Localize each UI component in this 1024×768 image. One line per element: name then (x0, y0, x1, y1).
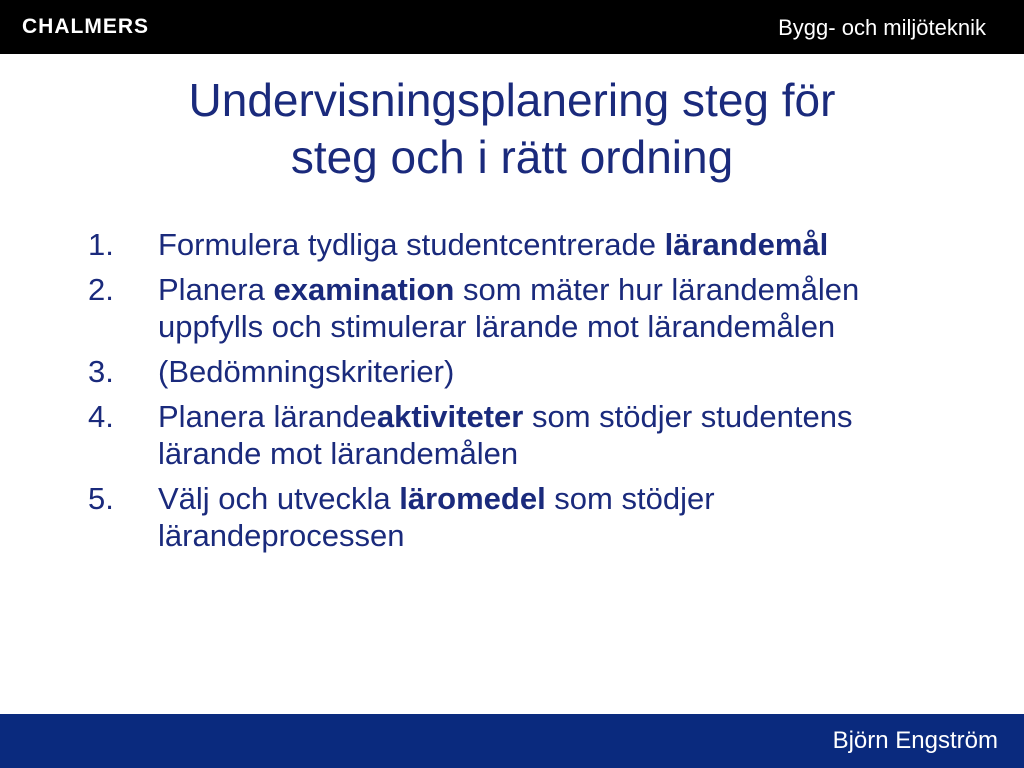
item-text-rest: som stödjer studentens lärande mot lärandemålen (158, 399, 853, 471)
item-text: Planera lärande (158, 399, 377, 434)
footer-bar (0, 714, 1024, 768)
item-text-rest: som mäter hur lärandemålen uppfylls och stimulerar lärande mot lärandemålen (158, 272, 860, 344)
steps-list (88, 226, 948, 562)
item-text: Välj och utveckla (158, 481, 400, 516)
header-bar (0, 0, 1024, 54)
item-number: 1. (88, 227, 114, 262)
list-item (88, 226, 948, 263)
item-emphasis: aktiviteter (376, 399, 524, 434)
slide-title-line-2: steg och i rätt ordning (290, 131, 734, 183)
item-text: Planera (158, 272, 274, 307)
item-number: 5. (88, 481, 114, 516)
list-item (88, 398, 948, 472)
item-text: Formulera tydliga studentcentrerade (158, 227, 665, 262)
item-emphasis: lärandemål (664, 227, 829, 262)
list-item (88, 480, 948, 554)
department-label: Bygg- och miljöteknik (778, 15, 986, 40)
item-number: 4. (88, 399, 114, 434)
item-number: 2. (88, 272, 114, 307)
slide-title (0, 72, 1024, 186)
list-item (88, 271, 948, 345)
item-emphasis: examination (273, 272, 455, 307)
item-text: (Bedömningskriterier) (158, 354, 455, 389)
author-name: Björn Engström (832, 727, 998, 754)
list-item (88, 353, 948, 390)
slide-title-line-1: Undervisningsplanering steg för (188, 74, 836, 126)
item-number: 3. (88, 354, 114, 389)
chalmers-logo: CHALMERS (22, 15, 149, 38)
item-emphasis: läromedel (399, 481, 546, 516)
item-text-rest: som stödjer lärandeprocessen (158, 481, 715, 553)
